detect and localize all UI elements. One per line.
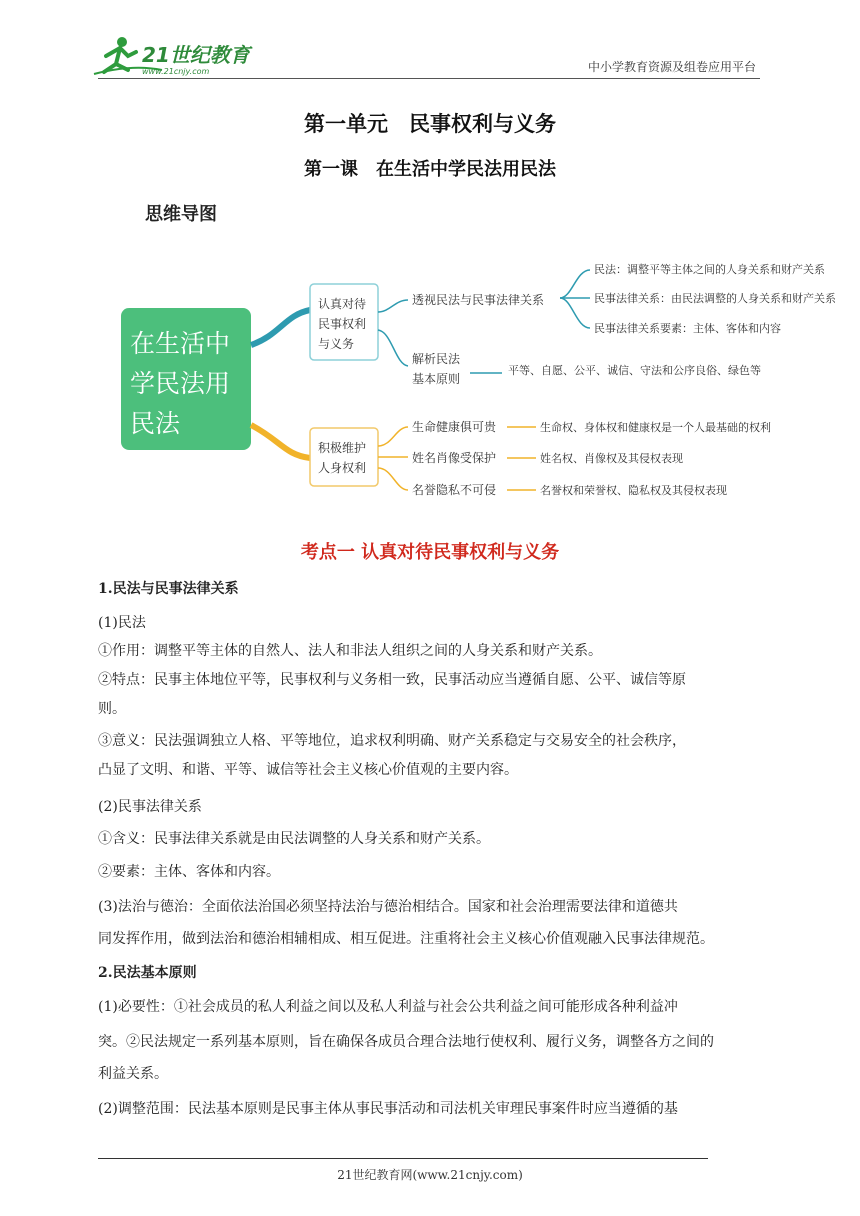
mind-map bbox=[0, 240, 860, 510]
text-line: 则。 bbox=[98, 701, 126, 717]
mindmap-b1-sub2-line1: 解析民法 bbox=[412, 352, 461, 366]
mindmap-branch2-box bbox=[310, 428, 378, 486]
mindmap-branch2-line2: 人身权利 bbox=[318, 461, 367, 475]
footer-text: 21世纪教育网(www.21cnjy.com) bbox=[337, 1168, 523, 1182]
site-logo bbox=[92, 34, 262, 80]
mindmap-b1-sub1: 透视民法与民事法律关系 bbox=[412, 293, 545, 307]
mindmap-b2-sub2: 姓名肖像受保护 bbox=[412, 451, 497, 465]
text-line: ③意义：民法强调独立人格、平等地位，追求权利明确、财产关系稳定与交易安全的社会秩序， bbox=[98, 733, 686, 749]
text-line: ②要素：主体、客体和内容。 bbox=[98, 864, 280, 880]
section-heading-1: 1.民法与民事法律关系 bbox=[98, 581, 239, 597]
mindmap-branch2-line1: 积极维护 bbox=[318, 441, 367, 455]
text-line: (1)必要性：①社会成员的私人利益之间以及私人利益与社会公共利益之间可能形成各种利益冲 bbox=[98, 999, 678, 1015]
mindmap-leaf5: 生命权、身体权和健康权是一个人最基础的权利 bbox=[540, 421, 771, 434]
mindmap-heading: 思维导图 bbox=[145, 204, 217, 225]
mindmap-branch1-line1: 认真对待 bbox=[318, 297, 367, 311]
text-line: ①作用：调整平等主体的自然人、法人和非法人组织之间的人身关系和财产关系。 bbox=[98, 643, 602, 659]
mindmap-leaf2: 民事法律关系：由民法调整的人身关系和财产关系 bbox=[594, 292, 836, 305]
mindmap-leaf7: 名誉权和荣誉权、隐私权及其侵权表现 bbox=[540, 484, 727, 497]
text-line: 突。②民法规定一系列基本原则，旨在确保各成员合理合法地行使权利、履行义务，调整各方之间的 bbox=[98, 1034, 714, 1050]
mindmap-leaf6: 姓名权、肖像权及其侵权表现 bbox=[540, 452, 683, 465]
unit-title: 第一单元 民事权利与义务 bbox=[304, 112, 556, 136]
mindmap-b2-sub1: 生命健康俱可贵 bbox=[412, 420, 497, 434]
subsection-1: (1)民法 bbox=[98, 615, 146, 631]
mindmap-root-line1: 在生活中 bbox=[130, 329, 231, 358]
header-divider bbox=[98, 78, 760, 79]
mindmap-leaf1: 民法：调整平等主体之间的人身关系和财产关系 bbox=[594, 263, 825, 276]
mindmap-leaf3: 民事法律关系要素：主体、客体和内容 bbox=[594, 322, 781, 335]
text-line: 凸显了文明、和谐、平等、诚信等社会主义核心价值观的主要内容。 bbox=[98, 762, 518, 778]
subsection-2: (2)民事法律关系 bbox=[98, 799, 202, 815]
text-line: (3)法治与德治：全面依法治国必须坚持法治与德治相结合。国家和社会治理需要法律和道德共 bbox=[98, 899, 678, 915]
text-line: (2)调整范围：民法基本原则是民事主体从事民事活动和司法机关审理民事案件时应当遵循的基 bbox=[98, 1101, 678, 1117]
mindmap-b1-sub2-line2: 基本原则 bbox=[412, 372, 461, 386]
section-heading-2: 2.民法基本原则 bbox=[98, 965, 197, 981]
mindmap-leaf4: 平等、自愿、公平、诚信、守法和公序良俗、绿色等 bbox=[508, 364, 761, 377]
text-line: 同发挥作用，做到法治和德治相辅相成、相互促进。注重将社会主义核心价值观融入民事法律规范。 bbox=[98, 931, 714, 947]
mindmap-b2-sub3: 名誉隐私不可侵 bbox=[412, 483, 497, 497]
logo-text: 21世纪教育 bbox=[142, 43, 250, 67]
key-point-title: 考点一 认真对待民事权利与义务 bbox=[300, 542, 560, 563]
mindmap-branch1-line2: 民事权利 bbox=[318, 317, 367, 331]
logo-url: www.21cnjy.com bbox=[142, 67, 210, 76]
text-line: ①含义：民事法律关系就是由民法调整的人身关系和财产关系。 bbox=[98, 831, 490, 847]
text-line: 利益关系。 bbox=[98, 1066, 168, 1082]
mindmap-branch1-line3: 与义务 bbox=[318, 337, 355, 351]
mindmap-root-line2: 学民法用 bbox=[130, 369, 231, 398]
lesson-title: 第一课 在生活中学民法用民法 bbox=[304, 159, 556, 180]
mindmap-root-line3: 民法 bbox=[130, 409, 181, 438]
text-line: ②特点：民事主体地位平等，民事权利与义务相一致，民事活动应当遵循自愿、公平、诚信等原 bbox=[98, 672, 686, 688]
footer-divider bbox=[98, 1158, 708, 1159]
platform-label: 中小学教育资源及组卷应用平台 bbox=[587, 60, 756, 74]
